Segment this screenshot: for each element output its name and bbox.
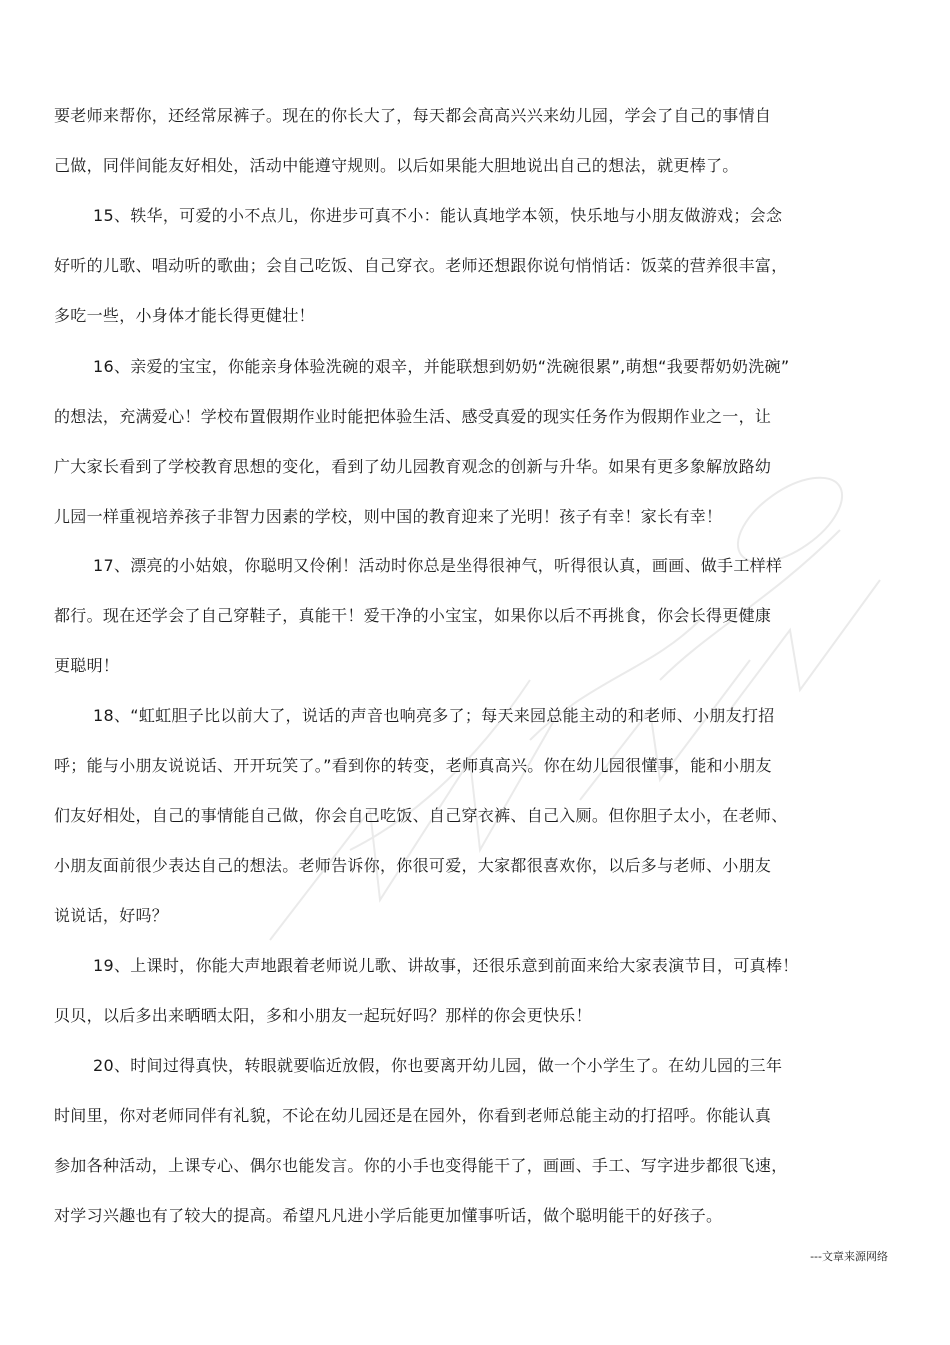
text-line: 对学习兴趣也有了较大的提高。希望凡凡进小学后能更加懂事听话，做个聪明能干的好孩子。 (54, 1206, 723, 1225)
text-line: 小朋友面前很少表达自己的想法。老师告诉你，你很可爱，大家都很喜欢你，以后多与老师、小朋友 (54, 856, 772, 875)
paragraph-start-20: 20、时间过得真快，转眼就要临近放假，你也要离开幼儿园，做一个小学生了。在幼儿园的三年 (93, 1056, 783, 1075)
text-line: 更聪明！ (54, 656, 120, 675)
paragraph-start-19: 19、上课时，你能大声地跟着老师说儿歌、讲故事，还很乐意到前面来给大家表演节目，可真棒！ (93, 956, 799, 975)
text-line: 呼；能与小朋友说说话、开开玩笑了。”看到你的转变，老师真高兴。你在幼儿园很懂事，能和小朋友 (54, 756, 772, 775)
text-line: 都行。现在还学会了自己穿鞋子，真能干！爱干净的小宝宝，如果你以后不再挑食，你会长得更健康 (54, 606, 772, 625)
source-note: ---文章来源网络 (810, 1250, 888, 1263)
text-line: 要老师来帮你，还经常尿裤子。现在的你长大了，每天都会高高兴兴来幼儿园，学会了自己的事情自 (54, 106, 772, 125)
text-line: 儿园一样重视培养孩子非智力因素的学校，则中国的教育迎来了光明！孩子有幸！家长有幸！ (54, 507, 723, 526)
paragraph-start-15: 15、轶华，可爱的小不点儿，你进步可真不小：能认真地学本领，快乐地与小朋友做游戏；会念 (93, 206, 783, 225)
text-line: 贝贝，以后多出来晒晒太阳，多和小朋友一起玩好吗？那样的你会更快乐！ (54, 1006, 592, 1025)
text-line: 们友好相处，自己的事情能自己做，你会自己吃饭、自己穿衣裤、自己入厕。但你胆子太小，在老师、 (54, 806, 788, 825)
paragraph-start-17: 17、漂亮的小姑娘，你聪明又伶俐！活动时你总是坐得很神气，听得很认真，画画、做手工样样 (93, 556, 783, 575)
text-line: 参加各种活动，上课专心、偶尔也能发言。你的小手也变得能干了，画画、手工、写字进步都很飞速， (54, 1156, 788, 1175)
text-line: 时间里，你对老师同伴有礼貌，不论在幼儿园还是在园外，你看到老师总能主动的打招呼。你能认真 (54, 1106, 772, 1125)
text-line: 的想法，充满爱心！学校布置假期作业时能把体验生活、感受真爱的现实任务作为假期作业之一，让 (54, 407, 772, 426)
text-line: 好听的儿歌、唱动听的歌曲；会自己吃饭、自己穿衣。老师还想跟你说句悄悄话：饭菜的营养很丰富， (54, 256, 788, 275)
text-line: 多吃一些，小身体才能长得更健壮！ (54, 306, 315, 325)
text-line: 广大家长看到了学校教育思想的变化，看到了幼儿园教育观念的创新与升华。如果有更多象解放路幼 (54, 457, 772, 476)
text-line: 说说话，好吗？ (54, 906, 169, 925)
paragraph-start-18: 18、“虹虹胆子比以前大了，说话的声音也响亮多了；每天来园总能主动的和老师、小朋友打招 (93, 706, 775, 725)
paragraph-start-16: 16、亲爱的宝宝，你能亲身体验洗碗的艰辛，并能联想到奶奶“洗碗很累”,萌想“我要帮奶奶洗碗” (93, 357, 790, 376)
text-line: 己做，同伴间能友好相处，活动中能遵守规则。以后如果能大胆地说出自己的想法，就更棒了。 (54, 156, 739, 175)
